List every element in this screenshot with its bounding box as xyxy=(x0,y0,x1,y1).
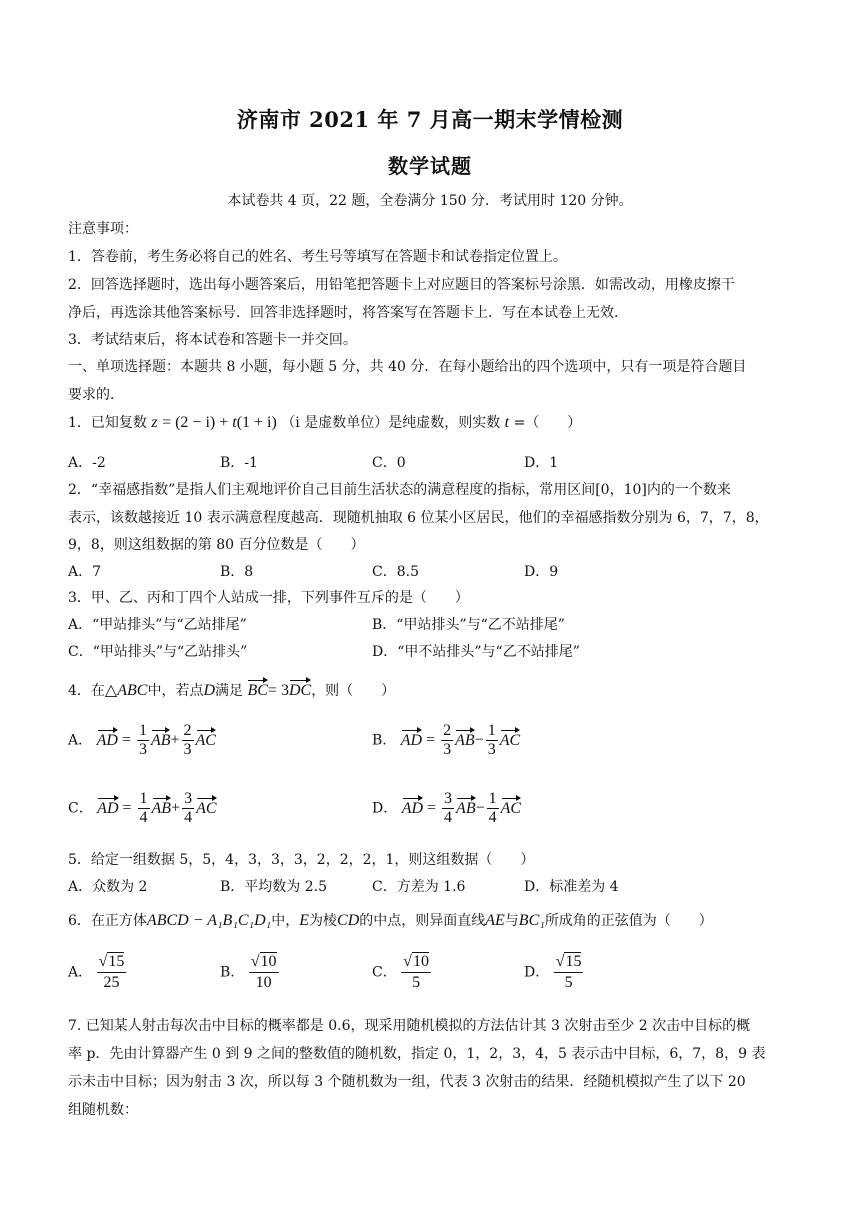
exam-title: 济南市 2021 年 7 月高一期末学情检测 xyxy=(236,107,624,132)
q6-option-a[interactable] xyxy=(68,952,126,993)
question-5-stem: 5．给定一组数据 5，5，4，3，3，3，2，2，2，1，则这组数据（ ） xyxy=(68,852,535,868)
vec-ab: AB xyxy=(455,728,475,750)
q1-option-c[interactable]: C．0 xyxy=(372,455,406,471)
vec-ad: AD xyxy=(97,796,118,818)
option-label: B． xyxy=(372,732,397,749)
q6-mid: 中， xyxy=(271,913,300,929)
option-label: D． xyxy=(524,964,550,981)
question-2-line: 9，8，则这组数据的第 80 百分位数是（ ） xyxy=(68,537,365,553)
q6-ae: AE xyxy=(485,912,505,929)
q4-sat: 满足 xyxy=(215,683,244,699)
vec-ac: AC xyxy=(196,796,216,818)
q4-option-c[interactable]: C． AD = $\frac{1}{4}$ AB+ $\frac{3}{4}$ AC xyxy=(68,790,217,826)
fraction: $\frac{3}{4}$ xyxy=(444,790,453,826)
question-6-stem xyxy=(68,910,713,930)
q4-prefix: 4．在 xyxy=(68,683,105,699)
q4-option-a[interactable]: A． AD = $\frac{1}{3}$ AB+ $\frac{2}{3}$ AC xyxy=(68,722,216,758)
question-4-stem xyxy=(68,678,395,700)
fraction: $\frac{3}{4}$ xyxy=(184,790,193,826)
q4-option-d[interactable]: D． AD = $\frac{3}{4}$ AB− $\frac{1}{4}$ AC xyxy=(372,790,522,826)
q5-option-b[interactable]: B．平均数为 2.5 xyxy=(220,879,328,895)
note-item: 3．考试结束后，将本试卷和答题卡一并交回。 xyxy=(68,332,357,348)
q5-option-d[interactable]: D．标准差为 4 xyxy=(524,879,619,895)
q2-option-d[interactable]: D．9 xyxy=(524,564,559,580)
q2-option-b[interactable]: B．8 xyxy=(220,564,254,580)
fraction: $\frac{2}{3}$ xyxy=(443,722,452,758)
question-7-line: 率 p．先由计算器产生 0 到 9 之间的整数值的随机数，指定 0，1，2，3，4，5 表示击中目标，6，7，8，9 表 xyxy=(68,1046,766,1062)
q4-vec-bc: BC xyxy=(247,678,267,700)
q4-option-b[interactable]: B． AD = $\frac{2}{3}$ AB− $\frac{1}{3}$ AC xyxy=(372,722,521,758)
question-3-stem: 3．甲、乙、丙和丁四个人站成一排，下列事件互斥的是（ ） xyxy=(68,590,469,606)
note-item: 2．回答选择题时，选出每小题答案后，用铅笔把答题卡上对应题目的答案标号涂黑．如需改动，用橡皮擦干 xyxy=(68,277,735,293)
sqrt-fraction: $\frac{√15}{5}$ xyxy=(555,953,582,991)
q1-z: z xyxy=(151,414,158,431)
q6-e: E xyxy=(299,912,310,929)
option-label: A． xyxy=(68,732,93,749)
vec-ac: AC xyxy=(500,728,520,750)
q4-tail: ，则（ ） xyxy=(311,683,396,699)
vec-ad: AD xyxy=(402,796,423,818)
q6-option-b[interactable] xyxy=(220,952,279,993)
option-label: C． xyxy=(372,964,397,981)
exam-subtitle: 数学试题 xyxy=(388,154,472,178)
question-7-line: 组随机数： xyxy=(68,1102,138,1118)
sign: + xyxy=(170,731,180,749)
fraction: $\frac{1}{4}$ xyxy=(139,790,148,826)
sign: − xyxy=(474,731,484,749)
q4-triangle: △ABC xyxy=(104,682,148,699)
question-7-line: 7. 已知某人射击每次击中目标的概率都是 0.6，现采用随机模拟的方法估计其 3 次射击至少 2 次击中目标的概 xyxy=(68,1018,751,1034)
q6-prefix: 6．在正方体 xyxy=(68,913,147,929)
note-item: 1．答卷前，考生务必将自己的姓名、考生号等填写在答题卡和试卷指定位置上。 xyxy=(68,249,567,265)
notes-heading: 注意事项： xyxy=(68,221,138,237)
fraction: $\frac{2}{3}$ xyxy=(183,722,192,758)
question-7-line: 示未击中目标；因为射击 3 次，所以每 3 个随机数为一组，代表 3 次射击的结果．经随机模拟产生了以下 20 xyxy=(68,1074,746,1090)
q2-option-c[interactable]: C．8.5 xyxy=(372,564,419,580)
q4-vec-dc: DC xyxy=(289,678,311,700)
question-2-line: 表示，该数越接近 10 表示满意程度越高．现随机抽取 6 位某小区居民，他们的幸福感指数分别为 6，7，7，8， xyxy=(68,510,769,526)
exam-info: 本试卷共 4 页，22 题，全卷满分 150 分．考试用时 120 分钟。 xyxy=(227,193,633,209)
sign: + xyxy=(171,799,181,817)
q1-prefix: 1．已知复数 xyxy=(68,415,147,431)
q5-option-a[interactable]: A．众数为 2 xyxy=(68,879,148,895)
q3-option-d[interactable]: D．“甲不站排头”与“乙不站排尾” xyxy=(372,644,580,660)
q6-bc1: BC₁ xyxy=(518,912,545,929)
q3-option-c[interactable]: C．“甲站排头”与“乙站排头” xyxy=(68,644,248,660)
q1-option-b[interactable]: B．-1 xyxy=(220,455,258,471)
fraction: $\frac{1}{3}$ xyxy=(487,722,496,758)
fraction: $\frac{1}{4}$ xyxy=(488,790,497,826)
question-1-stem xyxy=(68,412,581,432)
q5-option-c[interactable]: C．方差为 1.6 xyxy=(372,879,466,895)
section-heading: 一、单项选择题：本题共 8 小题，每小题 5 分，共 40 分．在每小题给出的四个选项中，只有一项是符合题目 xyxy=(68,359,747,375)
q1-eq: = (2 − i) + xyxy=(162,414,233,431)
q1-option-d[interactable]: D．1 xyxy=(524,455,559,471)
q1-tail: =（ ） xyxy=(513,415,582,431)
section-heading-cont: 要求的． xyxy=(68,387,124,403)
q1-option-a[interactable]: A．-2 xyxy=(68,455,106,471)
q6-option-d[interactable] xyxy=(524,952,583,993)
q3-option-a[interactable]: A．“甲站排头”与“乙站排尾” xyxy=(68,617,247,633)
question-2-line: 2．“幸福感指数”是指人们主观地评价自己目前生活状态的满意程度的指标，常用区间[0，10]内的一个数来 xyxy=(68,482,731,498)
sqrt-fraction: $\frac{√10}{10}$ xyxy=(250,953,277,991)
sqrt-fraction: $\frac{√15}{25}$ xyxy=(98,953,125,991)
q6-cube: ABCD − A₁B₁C₁D₁ xyxy=(146,912,272,929)
q6-mid4: 与 xyxy=(504,913,519,929)
option-label: C． xyxy=(68,800,93,817)
q1-t: t xyxy=(232,414,237,431)
q6-mid2: 为棱 xyxy=(309,913,338,929)
option-label: D． xyxy=(372,800,398,817)
note-item: 净后，再选涂其他答案标号．回答非选择题时，将答案写在答题卡上．写在本试卷上无效． xyxy=(68,305,628,321)
q1-t2: t xyxy=(504,414,510,431)
vec-ad: AD xyxy=(401,728,422,750)
option-label: A． xyxy=(68,964,93,981)
q1-rest: (1 + i) xyxy=(236,414,277,431)
vec-ac: AC xyxy=(196,728,216,750)
q3-option-b[interactable]: B．“甲站排头”与“乙不站排尾” xyxy=(372,617,565,633)
q6-option-c[interactable] xyxy=(372,952,431,993)
q4-mid: 中，若点 xyxy=(147,683,204,699)
fraction: $\frac{1}{3}$ xyxy=(138,722,147,758)
vec-ac: AC xyxy=(501,796,521,818)
q6-cd: CD xyxy=(337,912,360,929)
sqrt-fraction: $\frac{√10}{5}$ xyxy=(403,953,429,991)
vec-ab: AB xyxy=(151,728,171,750)
vec-ad: AD xyxy=(97,728,118,750)
vec-ab: AB xyxy=(152,796,172,818)
q2-option-a[interactable]: A．7 xyxy=(68,564,102,580)
sign: − xyxy=(475,799,485,817)
vec-ab: AB xyxy=(456,796,476,818)
q4-eq: = 3 xyxy=(267,682,289,699)
option-label: B． xyxy=(220,964,245,981)
q6-mid3: 的中点，则异面直线 xyxy=(359,913,486,929)
q6-tail: 所成角的正弦值为（ ） xyxy=(544,913,713,929)
q4-point-d: D xyxy=(203,682,216,699)
q1-note: （i 是虚数单位）是纯虚数，则实数 xyxy=(281,415,501,431)
